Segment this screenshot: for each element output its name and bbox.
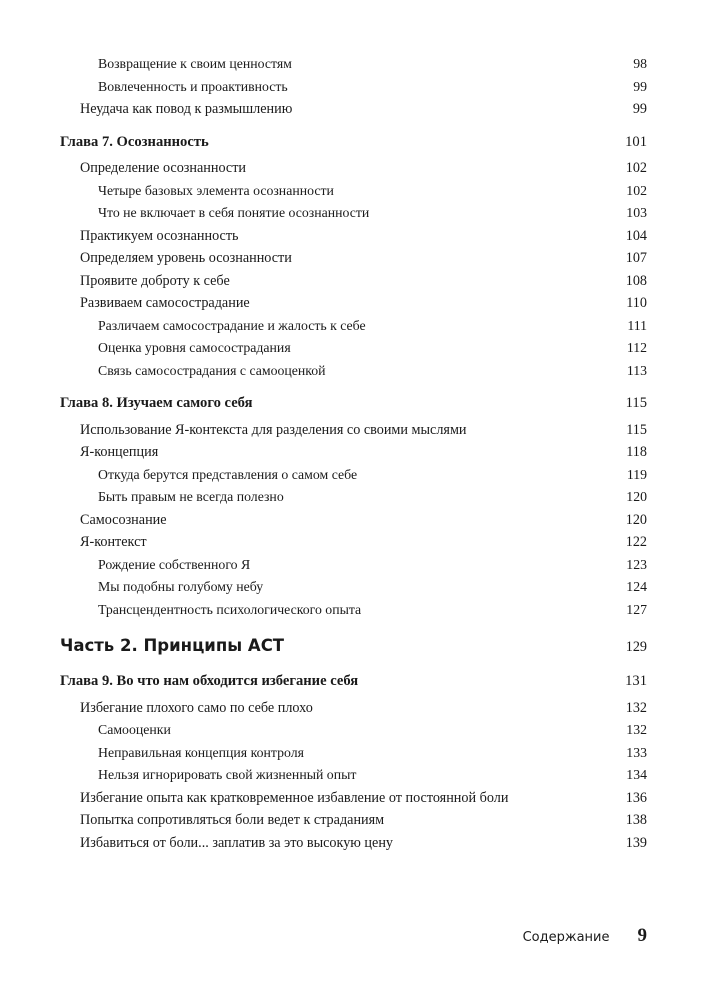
toc-entry[interactable]: [60, 486, 647, 509]
toc-entry[interactable]: [60, 315, 647, 338]
toc-entry-title: Попытка сопротивляться боли ведет к страданиям: [80, 812, 385, 828]
toc-entry-title: Возвращение к своим ценностям: [98, 56, 292, 71]
toc-entry-page-number: 98: [633, 56, 647, 71]
toc-entry[interactable]: [60, 180, 647, 203]
toc-entry[interactable]: [60, 531, 647, 554]
toc-entry[interactable]: [60, 247, 647, 270]
table-of-contents: [60, 53, 647, 854]
toc-entry-title: Трансцендентность психологического опыта: [98, 601, 362, 617]
toc-entry-page-number: 132: [625, 699, 647, 716]
toc-entry[interactable]: [60, 742, 647, 765]
toc-chapter-title: Глава 9. Во что нам обходится избегание себя: [60, 673, 359, 689]
toc-entry[interactable]: [60, 509, 647, 532]
toc-entry-page-number: 132: [626, 722, 647, 737]
toc-entry[interactable]: [60, 202, 647, 225]
toc-entry-title: Практикуем осознанность: [80, 227, 239, 244]
toc-entry-page-number: 120: [625, 511, 647, 528]
toc-chapter[interactable]: [60, 670, 647, 693]
toc-entry[interactable]: [60, 764, 647, 787]
toc-entry[interactable]: [60, 419, 647, 442]
toc-entry-title: Развиваем самосострадание: [80, 295, 250, 311]
toc-part-page-number: 129: [625, 639, 647, 655]
toc-entry-title: Откуда берутся представления о самом себе: [98, 466, 358, 482]
footer-page-number: 9: [637, 925, 647, 946]
toc-entry-page-number: 111: [627, 317, 647, 333]
toc-entry-title: Я-концепция: [80, 444, 159, 460]
toc-entry[interactable]: [60, 292, 647, 315]
footer-section-label: Содержание: [522, 930, 610, 945]
toc-entry-title: Что не включает в себя понятие осознанности: [98, 205, 370, 220]
toc-entry-page-number: 115: [626, 421, 647, 438]
toc-entry-title: Неудача как повод к размышлению: [80, 101, 293, 117]
toc-entry[interactable]: [60, 225, 647, 248]
toc-entry-page-number: 108: [625, 272, 647, 289]
toc-entry-title: Избавиться от боли... заплатив за это высокую цену: [80, 834, 394, 851]
toc-entry-title: Определение осознанности: [80, 160, 247, 176]
toc-entry[interactable]: [60, 337, 647, 360]
toc-chapter-page-number: 101: [625, 133, 647, 150]
toc-entry-page-number: 120: [626, 489, 647, 504]
toc-entry[interactable]: [60, 464, 647, 487]
toc-entry-page-number: 99: [633, 78, 647, 94]
toc-entry-title: Избегание плохого само по себе плохо: [80, 699, 313, 716]
toc-entry-page-number: 127: [626, 601, 647, 617]
toc-entry-title: Мы подобны голубому небу: [98, 579, 264, 594]
toc-entry-title: Определяем уровень осознанности: [80, 250, 292, 266]
toc-chapter[interactable]: [60, 131, 647, 154]
toc-entry-page-number: 112: [626, 340, 647, 355]
toc-entry-page-number: 133: [626, 744, 647, 760]
toc-entry[interactable]: [60, 554, 647, 577]
toc-entry-title: Различаем самосострадание и жалость к себе: [98, 317, 366, 333]
toc-chapter-title: Глава 8. Изучаем самого себя: [60, 395, 253, 411]
toc-part[interactable]: [60, 633, 647, 660]
toc-entry[interactable]: [60, 157, 647, 180]
toc-entry-page-number: 102: [625, 160, 647, 176]
toc-entry[interactable]: [60, 270, 647, 293]
toc-entry-title: Проявите доброту к себе: [80, 272, 230, 289]
toc-entry-title: Рождение собственного Я: [98, 556, 251, 572]
toc-entry-page-number: 134: [626, 767, 647, 782]
toc-entry-title: Связь самосострадания с самооценкой: [98, 362, 326, 378]
toc-entry-page-number: 103: [626, 205, 647, 220]
toc-entry-page-number: 99: [632, 101, 647, 117]
toc-entry-title: Нельзя игнорировать свой жизненный опыт: [98, 767, 357, 782]
toc-entry-page-number: 110: [626, 295, 647, 311]
toc-entry-page-number: 123: [626, 556, 647, 572]
toc-entry[interactable]: [60, 719, 647, 742]
toc-entry-page-number: 138: [625, 812, 647, 828]
toc-entry-title: Четыре базовых элемента осознанности: [98, 182, 334, 198]
toc-entry-page-number: 136: [625, 789, 647, 806]
toc-entry[interactable]: [60, 76, 647, 99]
toc-entry-page-number: 113: [626, 362, 647, 378]
toc-chapter-page-number: 115: [625, 395, 647, 411]
toc-chapter-page-number: 131: [625, 673, 647, 689]
toc-entry-page-number: 122: [625, 534, 647, 550]
toc-entry[interactable]: [60, 787, 647, 810]
toc-entry[interactable]: [60, 599, 647, 622]
toc-entry-title: Избегание опыта как кратковременное избавление от постоянной боли: [80, 789, 509, 806]
toc-entry-page-number: 104: [625, 227, 647, 244]
toc-entry[interactable]: [60, 98, 647, 121]
toc-entry[interactable]: [60, 360, 647, 383]
toc-part-title: Часть 2. Принципы АСТ: [60, 636, 285, 655]
toc-chapter[interactable]: [60, 392, 647, 415]
toc-entry-page-number: 139: [625, 834, 647, 851]
toc-entry[interactable]: [60, 697, 647, 720]
page-footer: [523, 925, 647, 947]
toc-entry[interactable]: [60, 441, 647, 464]
toc-entry-page-number: 102: [626, 182, 647, 198]
toc-entry[interactable]: [60, 576, 647, 599]
toc-entry-title: Вовлеченность и проактивность: [98, 78, 288, 94]
toc-entry-title: Оценка уровня самосострадания: [98, 340, 291, 355]
toc-entry[interactable]: [60, 832, 647, 855]
toc-entry-page-number: 107: [625, 250, 647, 266]
toc-chapter-title: Глава 7. Осознанность: [60, 133, 209, 150]
toc-entry-title: Самооценки: [98, 722, 171, 737]
toc-entry-title: Быть правым не всегда полезно: [98, 489, 284, 504]
toc-entry-title: Я-контекст: [80, 534, 147, 550]
toc-entry-page-number: 119: [626, 466, 647, 482]
toc-entry[interactable]: [60, 53, 647, 76]
toc-entry-title: Самосознание: [80, 511, 167, 528]
toc-entry-page-number: 124: [626, 579, 647, 594]
toc-entry-page-number: 118: [626, 444, 647, 460]
toc-entry-title: Использование Я-контекста для разделения со своими мыслями: [80, 421, 467, 438]
toc-entry-title: Неправильная концепция контроля: [98, 744, 304, 760]
toc-entry[interactable]: [60, 809, 647, 832]
